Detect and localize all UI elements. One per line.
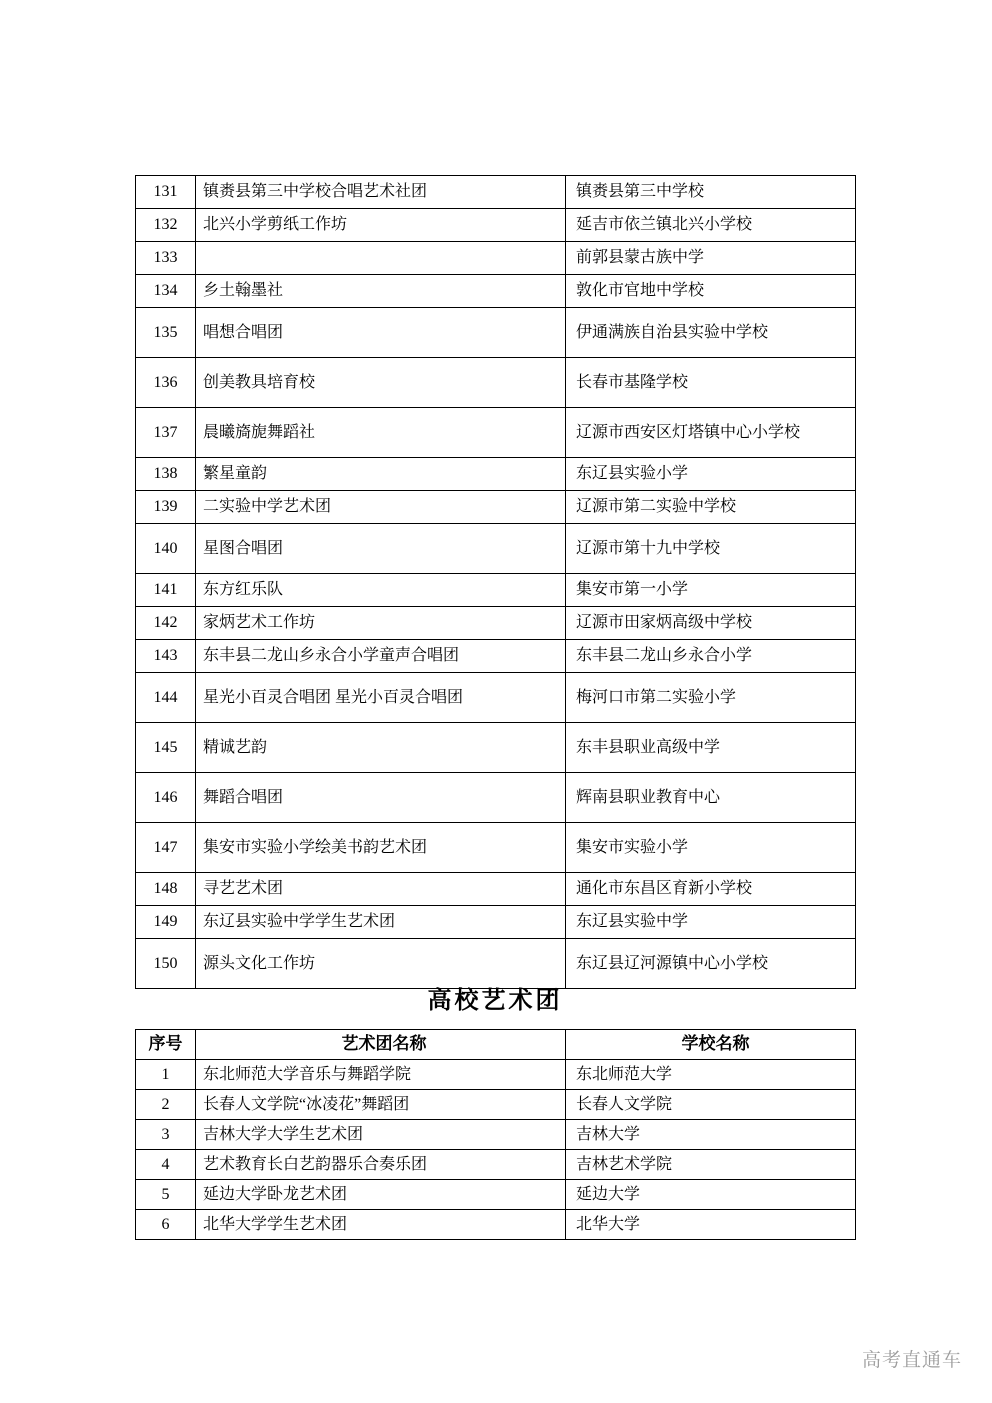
table-row: [136, 458, 856, 491]
table-row: [136, 242, 856, 275]
cell-no: 138: [136, 458, 196, 491]
cell-school-name: 东北师范大学: [566, 1060, 856, 1090]
cell-school-name: 吉林大学: [566, 1120, 856, 1150]
cell-group-name: 长春人文学院“冰凌花”舞蹈团: [196, 1090, 566, 1120]
cell-school-name: 东丰县职业高级中学: [566, 723, 856, 773]
university-roster-table: [135, 1029, 856, 1240]
cell-school-name: 东辽县实验小学: [566, 458, 856, 491]
cell-school-name: 集安市第一小学: [566, 574, 856, 607]
cell-no: 145: [136, 723, 196, 773]
cell-group-name: 乡土翰墨社: [196, 275, 566, 308]
cell-group-name: 星光小百灵合唱团 星光小百灵合唱团: [196, 673, 566, 723]
cell-group-name: 延边大学卧龙艺术团: [196, 1180, 566, 1210]
cell-no: 5: [136, 1180, 196, 1210]
cell-group-name: 北华大学学生艺术团: [196, 1210, 566, 1240]
table-row: [136, 491, 856, 524]
cell-no: 137: [136, 408, 196, 458]
cell-school-name: 长春人文学院: [566, 1090, 856, 1120]
cell-no: 146: [136, 773, 196, 823]
cell-school-name: 延吉市依兰镇北兴小学校: [566, 209, 856, 242]
cell-school-name: 镇赉县第三中学校: [566, 176, 856, 209]
header-cell-no: 序号: [136, 1030, 196, 1060]
cell-no: 142: [136, 607, 196, 640]
table-row: [136, 524, 856, 574]
table-row: [136, 574, 856, 607]
cell-school-name: 敦化市官地中学校: [566, 275, 856, 308]
cell-no: 147: [136, 823, 196, 873]
university-roster-body: [136, 1060, 856, 1240]
cell-group-name: 北兴小学剪纸工作坊: [196, 209, 566, 242]
continued-roster-table: [135, 175, 856, 989]
table-row: [136, 906, 856, 939]
cell-no: 131: [136, 176, 196, 209]
cell-group-name: 星图合唱团: [196, 524, 566, 574]
cell-no: 4: [136, 1150, 196, 1180]
cell-group-name: 唱想合唱团: [196, 308, 566, 358]
table-row: [136, 358, 856, 408]
cell-no: 2: [136, 1090, 196, 1120]
cell-group-name: 集安市实验小学绘美书韵艺术团: [196, 823, 566, 873]
header-cell-school: 学校名称: [566, 1030, 856, 1060]
cell-school-name: 东丰县二龙山乡永合小学: [566, 640, 856, 673]
cell-group-name: 艺术教育长白艺韵器乐合奏乐团: [196, 1150, 566, 1180]
cell-no: 134: [136, 275, 196, 308]
section-title: 高校艺术团: [427, 988, 563, 1014]
cell-school-name: 北华大学: [566, 1210, 856, 1240]
cell-group-name: 家炳艺术工作坊: [196, 607, 566, 640]
header-cell-group: 艺术团名称: [196, 1030, 566, 1060]
cell-group-name: 镇赉县第三中学校合唱艺术社团: [196, 176, 566, 209]
header-row: [136, 1030, 856, 1060]
table-row: [136, 723, 856, 773]
cell-no: 149: [136, 906, 196, 939]
continued-roster-body: [136, 176, 856, 989]
cell-group-name: 东丰县二龙山乡永合小学童声合唱团: [196, 640, 566, 673]
cell-school-name: 辽源市第二实验中学校: [566, 491, 856, 524]
cell-school-name: 集安市实验小学: [566, 823, 856, 873]
cell-school-name: 延边大学: [566, 1180, 856, 1210]
cell-group-name: [196, 242, 566, 275]
cell-school-name: 辽源市第十九中学校: [566, 524, 856, 574]
cell-no: 136: [136, 358, 196, 408]
cell-no: 133: [136, 242, 196, 275]
table-row: [136, 1150, 856, 1180]
table-row: [136, 275, 856, 308]
cell-no: 150: [136, 939, 196, 989]
cell-group-name: 舞蹈合唱团: [196, 773, 566, 823]
table-row: [136, 1120, 856, 1150]
cell-group-name: 寻艺艺术团: [196, 873, 566, 906]
cell-school-name: 梅河口市第二实验小学: [566, 673, 856, 723]
cell-school-name: 东辽县实验中学: [566, 906, 856, 939]
cell-group-name: 创美教具培育校: [196, 358, 566, 408]
cell-group-name: 东北师范大学音乐与舞蹈学院: [196, 1060, 566, 1090]
cell-no: 140: [136, 524, 196, 574]
table-row: [136, 673, 856, 723]
cell-group-name: 精诚艺韵: [196, 723, 566, 773]
cell-no: 3: [136, 1120, 196, 1150]
cell-school-name: 辽源市田家炳高级中学校: [566, 607, 856, 640]
table-row: [136, 1060, 856, 1090]
cell-no: 6: [136, 1210, 196, 1240]
cell-no: 143: [136, 640, 196, 673]
table-row: [136, 176, 856, 209]
cell-no: 1: [136, 1060, 196, 1090]
cell-school-name: 辉南县职业教育中心: [566, 773, 856, 823]
table-row: [136, 773, 856, 823]
university-roster-header: [136, 1030, 856, 1060]
table-row: [136, 308, 856, 358]
cell-no: 144: [136, 673, 196, 723]
table-row: [136, 408, 856, 458]
cell-group-name: 东方红乐队: [196, 574, 566, 607]
cell-group-name: 晨曦旖旎舞蹈社: [196, 408, 566, 458]
cell-school-name: 长春市基隆学校: [566, 358, 856, 408]
cell-school-name: 吉林艺术学院: [566, 1150, 856, 1180]
cell-school-name: 前郭县蒙古族中学: [566, 242, 856, 275]
table-row: [136, 823, 856, 873]
watermark: 高考直通车: [861, 1350, 962, 1371]
table-row: [136, 1090, 856, 1120]
table-row: [136, 607, 856, 640]
cell-group-name: 源头文化工作坊: [196, 939, 566, 989]
table-row: [136, 640, 856, 673]
cell-no: 148: [136, 873, 196, 906]
cell-no: 141: [136, 574, 196, 607]
table-row: [136, 873, 856, 906]
cell-no: 132: [136, 209, 196, 242]
cell-school-name: 伊通满族自治县实验中学校: [566, 308, 856, 358]
table-row: [136, 1180, 856, 1210]
cell-school-name: 东辽县辽河源镇中心小学校: [566, 939, 856, 989]
cell-group-name: 吉林大学大学生艺术团: [196, 1120, 566, 1150]
cell-group-name: 二实验中学艺术团: [196, 491, 566, 524]
cell-school-name: 通化市东昌区育新小学校: [566, 873, 856, 906]
table-row: [136, 1210, 856, 1240]
cell-no: 139: [136, 491, 196, 524]
table-row: [136, 209, 856, 242]
cell-no: 135: [136, 308, 196, 358]
cell-school-name: 辽源市西安区灯塔镇中心小学校: [566, 408, 856, 458]
cell-group-name: 繁星童韵: [196, 458, 566, 491]
cell-group-name: 东辽县实验中学学生艺术团: [196, 906, 566, 939]
